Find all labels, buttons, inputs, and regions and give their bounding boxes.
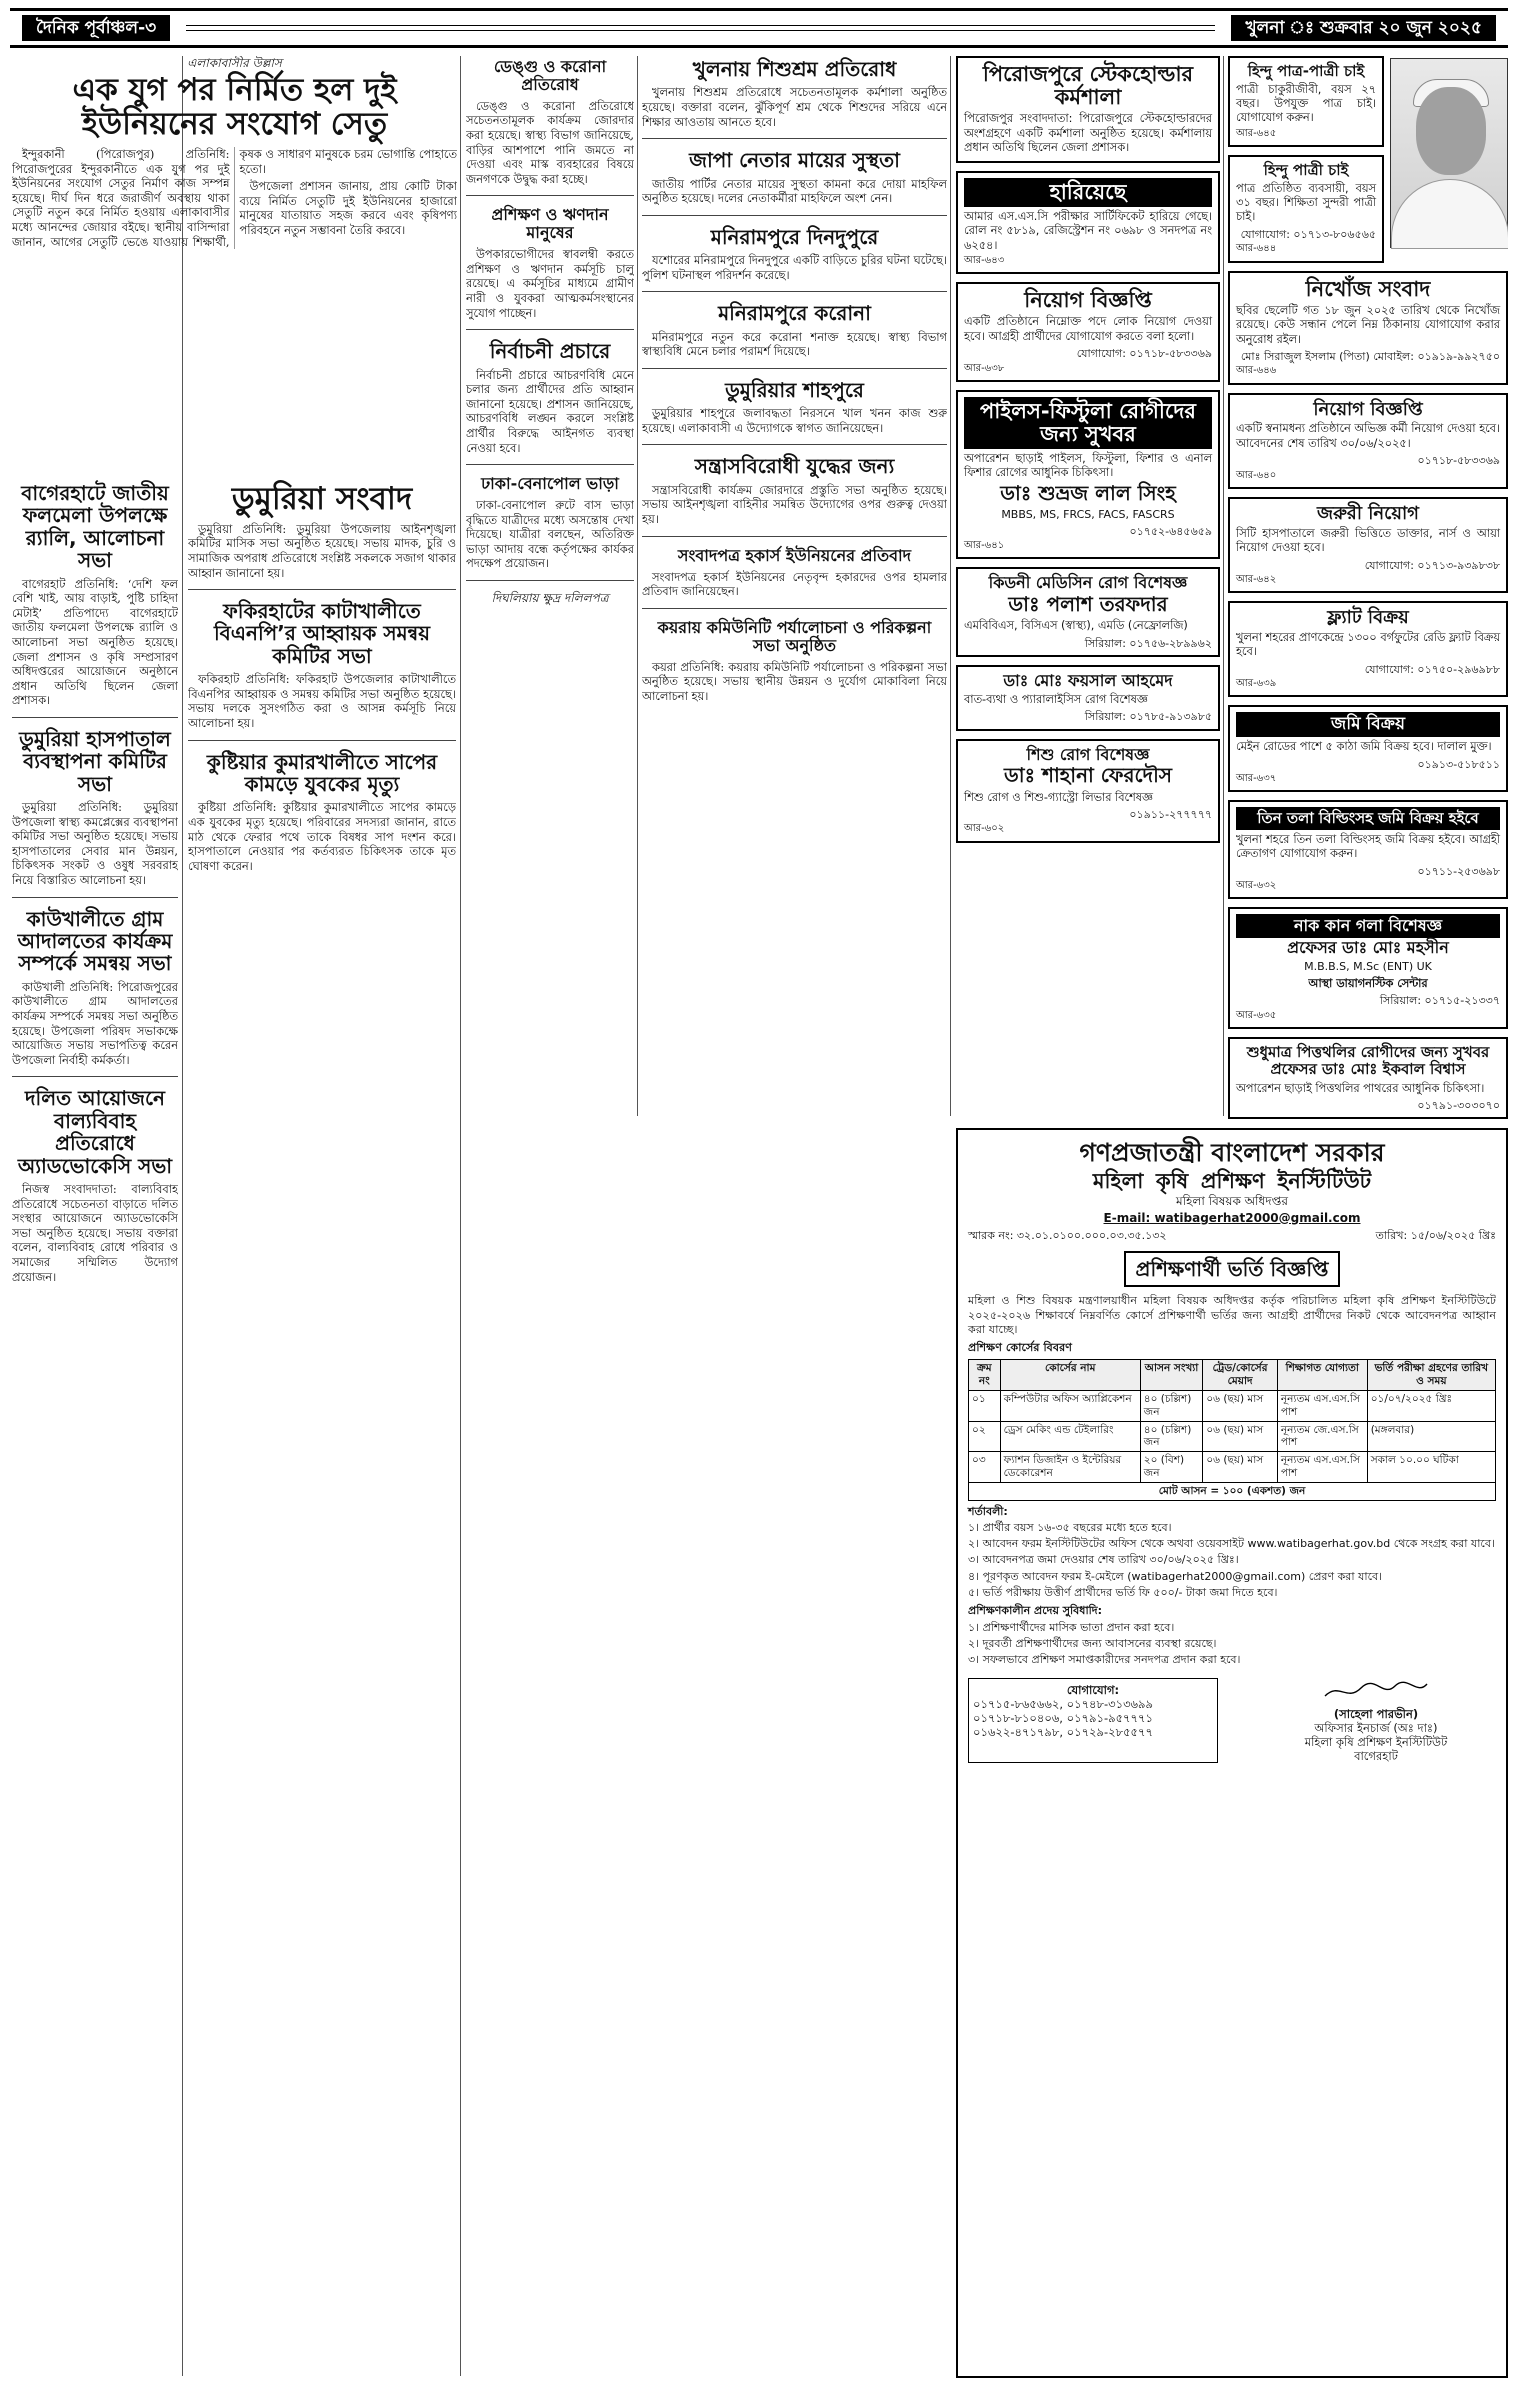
ad-title: নিয়োগ বিজ্ঞপ্তি [1313,398,1423,420]
contact-line: ০১৭১৮-৮১০৪০৬, ০১৭৯১-৯৫৭৭৭১ [973,1710,1153,1725]
ad-title: হিন্দু পাত্র-পাত্রী চাই [1247,62,1365,80]
story-headline: প্রশিক্ষণ ও ঋণদান মানুষের [491,205,609,243]
table-cell: সকাল ১০.০০ ঘটিকা [1367,1452,1495,1483]
story [642,547,947,609]
story-headline: মনিরামপুরে করোনা [718,301,871,326]
ad-contact: যোগাযোগ: ০১৭১৩-৮০৬৫৬৫ [1240,227,1376,241]
ads-column-6 [1228,56,1508,1121]
ad-text: আমার এস.এস.সি পরীক্ষার সার্টিফিকেট হারিয়ে গেছে। রোল নং ৫৮১৯, রেজিস্ট্রেশন নং ০৬৯৮ ও সনদপত্র নং ৬২৫৪। [964,209,1212,252]
paragraph: নির্বাচনী প্রচারে আচরণবিধি মেনে চলার জন্য প্রার্থীদের প্রতি আহ্বান জানানো হয়েছে। প্রশাসন জানিয়েছে, আচরণবিধি লঙ্ঘন করলে সংশ্লিষ্ট প্রার্থীর বিরুদ্ধে আইনগত ব্যবস্থা নেওয়া হবে। [466,367,634,455]
ad-contact: ০১৭৯১-৩০৩০৭০ [1417,1098,1500,1112]
ads-column-5 [956,56,1220,1121]
ad-box [1228,56,1384,147]
ad-number: আর-৬৪৪ [1236,243,1277,255]
ad-title: তিন তলা বিল্ডিংসহ জমি বিক্রয় হইবে [1236,807,1500,830]
ad-box [1228,705,1508,792]
doctor-name: প্রফেসর ডাঃ মোঃ ইকবাল বিশ্বাস [1270,1060,1466,1079]
doctor-name: প্রফেসর ডাঃ মোঃ মহসীন [1287,937,1449,957]
memo-number: স্মারক নং: ৩২.০১.০১০০.০০০.০৩.৩৫.১৩২ [968,1229,1167,1243]
table-cell: ২০ (বিশ) জন [1140,1452,1203,1483]
notice-headline-wrap [968,1247,1496,1291]
ad-title: শুধুমাত্র পিত্তথলির রোগীদের জন্য সুখবর [1246,1042,1490,1061]
signer-name: (সাহেলা পারভীন) [1333,1706,1419,1721]
ad-contact: যোগাযোগ: ০১৭১৮-৫৮৩৩৬৯ [1076,347,1212,361]
ad-contact: সিরিয়াল: ০১৭৮৫-৯১৩৯৮৫ [1084,710,1212,724]
ad-text: ছবির ছেলেটি গত ১৮ জুন ২০২৫ তারিখ থেকে নিখোঁজ রয়েছে। কেউ সন্ধান পেলে নিম্ন ঠিকানায় যোগাযোগ করার অনুরোধ রইল। [1236,303,1500,346]
ad-box [956,567,1220,657]
paragraph: ডেঙ্গু ও করোনা প্রতিরোধে সচেতনতামূলক কার্যক্রম জোরদার করা হয়েছে। স্বাস্থ্য বিভাগ জানিয়েছে, বাড়ির আশপাশে পানি জমতে না দেওয়া এবং মাস্ক ব্যবহারের বিষয়ে জনগণকে উদ্বুদ্ধ করা হচ্ছে। [466,98,634,186]
ad-box [956,171,1220,275]
story [188,482,456,590]
table-row [969,1452,1496,1483]
ad-contact: ০১৯১৩-৫১৮৫১১ [1417,757,1500,771]
ad-number: আর-৬৪১ [964,540,1005,552]
ad-title: পাইলস-ফিস্টুলা রোগীদের জন্য সুখবর [964,397,1212,449]
ad-text: শিশু রোগ ও শিশু-গ্যাস্ট্রো লিভার বিশেষজ্ঞ [964,790,1153,804]
ad-contact: সিরিয়াল: ০১৭১৫-২১৩৩৭ [1379,994,1500,1008]
ad-number: আর-৬০২ [964,823,1005,835]
ad-title: ফ্ল্যাট বিক্রয় [1327,607,1409,629]
paragraph: বাগেরহাট প্রতিনিধি: ‘দেশি ফল বেশি খাই, আয় বাড়াই, পুষ্টি চাহিদা মেটাই’ প্রতিপাদ্যে বাগেরহাটে জাতীয় ফলমেলা উপলক্ষে র‌্যালি ও আলোচনা সভা অনুষ্ঠিত হয়েছে। জেলা প্রশাসন ও কৃষি সম্প্রসারণ অধিদপ্তরের আয়োজনে অনুষ্ঠানে প্রধান অতিথি ছিলেন জেলা প্রশাসক। [12,576,178,708]
paragraph: জাতীয় পার্টির নেতার মায়ের সুস্থতা কামনা করে দোয়া মাহফিল অনুষ্ঠিত হয়েছে। দলের নেতাকর্মীরা মাহফিলে অংশ নেন। [642,176,947,206]
ad-box [1228,271,1508,385]
ad-text: পিরোজপুর সংবাদদাতা: পিরোজপুরে স্টেকহোল্ডারদের অংশগ্রহণে একটি কর্মশালা অনুষ্ঠিত হয়েছে। কর্মশালায় প্রধান অতিথি ছিলেন জেলা প্রশাসক। [964,112,1212,155]
story-headline: কয়রায় কমিউনিটি পর্যালোচনা ও পরিকল্পনা সভা অনুষ্ঠিত [657,617,932,655]
benefits-title: প্রশিক্ষণকালীন প্রদেয় সুবিধাদি: [968,1604,1102,1618]
notice-headline: প্রশিক্ষণার্থী ভর্তি বিজ্ঞপ্তি [1124,1251,1341,1287]
table-cell: কম্পিউটার অফিস অ্যাপ্লিকেশন [1000,1391,1140,1422]
ad-contact: ০১৭১১-২৫৩৬৯৮ [1417,864,1500,878]
table-cell: ফ্যাশন ডিজাইন ও ইন্টেরিয়র ডেকোরেশন [1000,1452,1140,1483]
table-header-row [969,1360,1496,1391]
paragraph: উপকারভোগীদের স্বাবলম্বী করতে প্রশিক্ষণ ও ঋণদান কর্মসূচি চালু রয়েছে। এ কর্মসূচির মাধ্যমে গ্রামীণ নারী ও যুবকরা আত্মকর্মসংস্থানের সুযোগ পাচ্ছেন। [466,247,634,320]
story [466,206,634,330]
ad-box [956,390,1220,559]
paragraph: সংবাদপত্র হকার্স ইউনিয়নের নেতৃবৃন্দ হকারদের ওপর হামলার প্রতিবাদ জানিয়েছেন। [642,569,947,599]
benefit-item: ২। দূরবর্তী প্রশিক্ষণার্থীদের জন্য আবাসনের ব্যবস্থা রয়েছে। [968,1636,1217,1650]
contact-line: ০১৭১৫-৮৬৫৬৬২, ০১৭৪৮-৩১৩৬৯৯ [973,1696,1153,1711]
condition-item: ১। প্রার্থীর বয়স ১৬-৩৫ বছরের মধ্যে হতে হবে। [968,1520,1172,1534]
ad-contact: মোঃ সিরাজুল ইসলাম (পিতা) মোবাইল: ০১৯১৯-৯৯২৭৫০ [1240,349,1500,363]
story [466,340,634,465]
ad-number: আর-৬৪৬ [1236,365,1277,377]
notice-title-government: গণপ্রজাতন্ত্রী বাংলাদেশ সরকার [1079,1138,1385,1167]
ad-number: আর-৬৪৩ [964,255,1005,266]
ad-box [956,282,1220,382]
ad-title: নিখোঁজ সংবাদ [1305,276,1431,301]
benefits-list [968,1604,1496,1667]
masthead-rule [186,25,1215,31]
paragraph: কয়রা প্রতিনিধি: কয়রায় কমিউনিটি পর্যালোচনা ও পরিকল্পনা সভা অনুষ্ঠিত হয়েছে। সভায় স্থানীয় উন্নয়ন ও দুর্যোগ মোকাবিলা নিয়ে আলোচনা হয়। [642,659,947,703]
ad-text: বাত-ব্যথা ও প্যারালাইসিস রোগ বিশেষজ্ঞ [964,692,1148,706]
ad-text: আস্থা ডায়াগনস্টিক সেন্টার [1308,976,1428,990]
table-header: আসন সংখ্যা [1140,1360,1203,1391]
paragraph: নিজস্ব সংবাদদাতা: বাল্যবিবাহ প্রতিরোধে সচেতনতা বাড়াতে দলিত সংস্থার আয়োজনে অ্যাডভোকেসি সভা অনুষ্ঠিত হয়েছে। সভায় বক্তারা বলেন, বাল্যবিবাহ রোধে পরিবার ও সমাজের সম্মিলিত উদ্যোগ প্রয়োজন। [12,1181,178,1284]
ad-contact: যোগাযোগ: ০১৭৫০-২৯৬৯৮৮ [1364,662,1500,676]
ad-text: অপারেশন ছাড়াই পাইলস, ফিস্টুলা, ফিশার ও এনাল ফিশার রোগের আধুনিক চিকিৎসা। [964,451,1212,480]
notice-email: E-mail: watibagerhat2000@gmail.com [1103,1210,1361,1225]
table-cell: ০৩ [969,1452,1001,1483]
ad-text: এমবিবিএস, বিসিএস (স্বাস্থ্য), এমডি (নেফ্রোলজি) [964,619,1188,633]
memo-line [968,1229,1496,1242]
story-headline: ফকিরহাটের কাটাখালীতে বিএনপি’র আহ্বায়ক সমন্বয় কমিটির সভা [213,599,431,668]
ad-number: আর-৬৩৭ [1236,772,1277,784]
lead-story [12,56,457,476]
ad-text: একটি প্রতিষ্ঠানে নিম্নোক্ত পদে লোক নিয়োগ দেওয়া হবে। আগ্রহী প্রার্থীদের যোগাযোগ করতে বলা হলো। [964,315,1212,343]
notice-title-directorate: মহিলা বিষয়ক অধিদপ্তর [1176,1194,1288,1209]
signer-title: অফিসার ইনচার্জ (অঃ দাঃ) [1314,1720,1438,1735]
table-header: ভর্তি পরীক্ষা গ্রহণের তারিখ ও সময় [1367,1360,1495,1391]
ad-text: পাত্রী চাকুরীজীবী, বয়স ২৭ বছর। উপযুক্ত পাত্র চাই। যোগাযোগ করুন। [1236,82,1376,125]
story [12,482,178,718]
table-cell: নূন্যতম এস.এস.সি পাশ [1277,1391,1367,1422]
story-headline: জাপা নেতার মায়ের সুস্থতা [689,148,900,173]
signature-scribble-icon [1321,1678,1431,1704]
table-caption: প্রশিক্ষণ কোর্সের বিবরণ [968,1340,1073,1354]
paragraph: সন্ত্রাসবিরোধী কার্যক্রম জোরদারে প্রস্তুতি সভা অনুষ্ঠিত হয়েছে। সভায় আইনশৃঙ্খলা বাহিনীর সমন্বিত উদ্যোগের ওপর গুরুত্ব দেওয়া হয়। [642,482,947,527]
story-headline: সন্ত্রাসবিরোধী যুদ্ধের জন্য [694,454,895,479]
paragraph: কুষ্টিয়া প্রতিনিধি: কুষ্টিয়ার কুমারখালীতে সাপের কামড়ে এক যুবকের মৃত্যু হয়েছে। পরিবারের সদস্যরা জানান, রাতে মাঠ থেকে ফেরার পথে তাকে বিষধর সাপ দংশন করে। হাসপাতালে নেওয়ার পর কর্তব্যরত চিকিৎসক তাকে মৃত ঘোষণা করেন। [188,800,456,873]
conditions-list [968,1505,1496,1601]
memo-date: তারিখ: ১৫/০৬/২০২৫ খ্রিঃ [1375,1229,1496,1243]
ad-number: আর-৬৩৫ [1236,1009,1277,1021]
ad-title: নিয়োগ বিজ্ঞপ্তি [1024,288,1152,313]
story [642,455,947,536]
benefit-item: ৩। সফলভাবে প্রশিক্ষণ সমাপ্তকারীদের সনদপত্র প্রদান করা হবে। [968,1653,1241,1667]
condition-item: ৩। আবেদনপত্র জমা দেওয়ার শেষ তারিখ ৩০/০৬/২০২৫ খ্রিঃ। [968,1553,1239,1567]
ad-title: কিডনী মেডিসিন রোগ বিশেষজ্ঞ [988,573,1188,593]
doctor-name: ডাঃ শুভ্রজ লাল সিংহ [1000,480,1176,505]
table-cell: ০৬ (ছয়) মাস [1203,1421,1278,1452]
doctor-degree: MBBS, MS, FRCS, FACS, FASCRS [1001,508,1175,522]
face-shape [1416,87,1486,175]
table-cell: ০৬ (ছয়) মাস [1203,1391,1278,1422]
story [642,302,947,369]
table-cell: নূন্যতম এস.এস.সি পাশ [1277,1452,1367,1483]
ad-text: পাত্র প্রতিষ্ঠিত ব্যবসায়ী, বয়স ৩১ বছর। শিক্ষিতা সুন্দরী পাত্রী চাই। [1236,181,1376,224]
paragraph: ঢাকা-বেনাপোল রুটে বাস ভাড়া বৃদ্ধিতে যাত্রীদের মধ্যে অসন্তোষ দেখা দিয়েছে। যাত্রীরা বলছেন, অতিরিক্ত ভাড়া আদায় বন্ধে কর্তৃপক্ষের কার্যকর পদক্ষেপ প্রয়োজন। [466,498,634,571]
story [12,908,178,1078]
ad-row [1228,56,1508,271]
ad-number: আর-৬৩৯ [1236,678,1277,690]
missing-person-photo [1390,58,1508,248]
ad-text: খুলনা শহরে তিন তলা বিল্ডিংসহ জমি বিক্রয় হইবে। আগ্রহী ক্রেতাগণ যোগাযোগ করুন। [1236,832,1500,861]
paragraph: ডুমুরিয়ার শাহপুরে জলাবদ্ধতা নিরসনে খাল খনন কাজ শুরু হয়েছে। এলাকাবাসী এ উদ্যোগকে স্বাগত জানিয়েছেন। [642,406,947,435]
ad-title: পিরোজপুরে স্টেকহোল্ডার কর্মশালা [982,62,1194,110]
condition-item: ৫। ভর্তি পরীক্ষায় উত্তীর্ণ প্রার্থীদের ভর্তি ফি ৫০০/- টাকা জমা দিতে হবে। [968,1586,1278,1600]
ad-box [1228,393,1508,489]
table-row [969,1391,1496,1422]
story-headline: ঢাকা-বেনাপোল ভাড়া [481,474,619,494]
column-1 [12,480,178,2375]
ad-box [1228,907,1508,1029]
condition-item: ৪। পূরণকৃত আবেদন ফরম ই-মেইলে (watibagerhat2000@gmail.com) প্রেরণ করা যাবে। [968,1569,1383,1583]
story [642,149,947,216]
story-headline: খুলনায় শিশুশ্রম প্রতিরোধ [692,57,897,81]
ad-title: হিন্দু পাত্রী চাই [1263,161,1349,180]
masthead [10,8,1508,48]
column-3 [466,56,634,2376]
ad-number: আর-৬৩৮ [964,362,1005,374]
story-headline: নির্বাচনী প্রচারে [489,339,611,364]
ad-box [956,739,1220,843]
ad-title: শিশু রোগ বিশেষজ্ঞ [1026,744,1150,764]
story [642,619,947,713]
paragraph: ডুমুরিয়া প্রতিনিধি: ডুমুরিয়া উপজেলায় আইনশৃঙ্খলা কমিটির মাসিক সভা অনুষ্ঠিত হয়েছে। সভায় মাদক, চুরি ও সামাজিক অপরাধ প্রতিরোধে সংশ্লিষ্ট সকলকে সজাগ থাকার আহ্বান জানানো হয়। [188,521,456,580]
column-rule [460,56,461,2376]
story-headline: মনিরামপুরে দিনদুপুরে [710,224,879,249]
ad-contact: যোগাযোগ: ০১৭১৩-৯৩৯৮৩৮ [1364,558,1500,572]
story-headline: ডুমুরিয়া হাসপাতাল ব্যবস্থাপনা কমিটির সভা [19,726,171,796]
paragraph: খুলনায় শিশুশ্রম প্রতিরোধে সচেতনতামূলক কর্মশালা অনুষ্ঠিত হয়েছে। বক্তারা বলেন, ঝুঁকিপূর্ণ শ্রম থেকে শিশুদের সরিয়ে এনে শিক্ষার আওতায় আনতে হবে। [642,85,947,129]
course-table [968,1359,1496,1500]
doctor-name: ডাঃ শাহানা ফেরদৌস [1004,763,1172,788]
table-row [969,1482,1496,1500]
ad-contact: ০১৯১১-২৭৭৭৭৭ [1129,808,1212,821]
ad-box [1228,1037,1508,1120]
table-header: ক্রম নং [969,1360,1001,1391]
story-headline: কুষ্টিয়ার কুমারখালীতে সাপের কামড়ে যুবকের মৃত্যু [206,749,438,797]
story-headline: কাউখালীতে গ্রাম আদালতের কার্যক্রম সম্পর্কে সমন্বয় সভা [17,906,173,976]
notice-intro: মহিলা ও শিশু বিষয়ক মন্ত্রণালয়াধীন মহিলা বিষয়ক অধিদপ্তর কর্তৃক পরিচালিত মহিলা কৃষি প্রশিক্ষণ ইনস্টিটিউটে ২০২৫-২০২৬ শিক্ষাবর্ষে নিম্নবর্ণিত কোর্সে প্রশিক্ষণার্থী ভর্তির জন্য আগ্রহী প্রার্থীদের নিকট থেকে আবেদনপত্র আহ্বান করা যাচ্ছে। [968,1294,1496,1337]
story [188,751,456,883]
story-headline: ডেঙ্গু ও করোনা প্রতিরোধ [493,57,607,94]
table-cell: ০২ [969,1421,1001,1452]
ad-text: একটি স্বনামধন্য প্রতিষ্ঠানে অভিজ্ঞ কর্মী নিয়োগ দেওয়া হবে। আবেদনের শেষ তারিখ ৩০/০৬/২০২৫। [1236,422,1500,450]
conditions-title: শর্তাবলী: [968,1504,1008,1518]
table-cell: (মঙ্গলবার) [1367,1421,1495,1452]
notice-title-institute: মহিলা কৃষি প্রশিক্ষণ ইনস্টিটিউট [1092,1168,1372,1193]
ad-number: আর-৬৪০ [1236,469,1277,481]
table-row [969,1421,1496,1452]
table-cell: ০১ [969,1391,1001,1422]
story [188,600,456,741]
story [642,226,947,293]
story [12,1087,178,1293]
byline: দিঘলিয়ায় ক্ষুদ্র দলিলপত্র [491,590,609,605]
story [642,58,947,139]
paragraph: ডুমুরিয়া প্রতিনিধি: ডুমুরিয়া উপজেলা স্বাস্থ্য কমপ্লেক্সের ব্যবস্থাপনা কমিটির সভা অনুষ্ঠিত হয়েছে। সভায় হাসপাতালের সেবার মান উন্নয়ন, চিকিৎসক সংকট ও ওষুধ সরবরাহ নিয়ে বিস্তারিত আলোচনা হয়। [12,800,178,888]
lead-headline: এক যুগ পর নির্মিত হল দুই ইউনিয়নের সংযোগ সেতু [72,71,397,143]
story [466,475,634,581]
story-headline: বাগেরহাটে জাতীয় ফলমেলা উপলক্ষে র‌্যালি, আলোচনা সভা [21,481,169,573]
paragraph: মনিরামপুরে নতুন করে করোনা শনাক্ত হয়েছে। স্বাস্থ্য বিভাগ স্বাস্থ্যবিধি মেনে চলার পরামর্শ দিয়েছে। [642,329,947,359]
doctor-degree: M.B.B.S, M.Sc (ENT) UK [1304,960,1432,974]
ad-number: আর-৬৪৫ [1236,127,1277,139]
table-header: ট্রেড/কোর্সের মেয়াদ [1203,1360,1278,1391]
ad-box [956,56,1220,163]
ad-stack [1228,56,1384,271]
condition-item: ২। আবেদন ফরম ইনস্টিটিউটের অফিস থেকে অথবা ওয়েবসাইট www.watibagerhat.gov.bd থেকে সংগ্রহ করা যাবে। [968,1537,1495,1551]
notice-footer [968,1678,1496,1763]
paper-name: দৈনিক পূর্বাঞ্চল-৩ [22,15,170,42]
contact-line: ০১৬২২-৪৭১৭৯৮, ০১৭২৯-২৮৫৫৭৭ [973,1724,1153,1739]
dateline: খুলনা ঃ শুক্রবার ২০ জুন ২০২৫ [1231,15,1496,42]
paragraph: ফকিরহাট প্রতিনিধি: ফকিরহাট উপজেলার কাটাখালীতে বিএনপির আহ্বায়ক ও সমন্বয় কমিটির সভা অনুষ্ঠিত হয়েছে। সভায় দলকে সুসংগঠিত করা ও আসন্ন কর্মসূচি নিয়ে আলোচনা হয়। [188,672,456,731]
lead-kicker: এলাকাবাসীর উল্লাস [187,56,282,70]
ad-title: ডাঃ মোঃ ফয়সাল আহমেদ [1003,671,1173,691]
story [642,379,947,446]
column-2 [188,480,456,2375]
lead-body [12,147,457,249]
contact-box [968,1678,1218,1763]
paragraph: ইন্দুরকানী (পিরোজপুর) প্রতিনিধি: পিরোজপুরের ইন্দুরকানীতে এক যুগ পর দুই ইউনিয়নের সংযোগ সেতুর নির্মাণ কাজ সম্পন্ন হয়েছে। দীর্ঘ দিন ধরে জরাজীর্ণ অবস্থায় থাকা সেতুটি নতুন করে নির্মিত হওয়ায় এলাকাবাসীর মধ্যে আনন্দের জোয়ার বইছে। স্থানীয় বাসিন্দারা জানান, আগের সেতুটি ভেঙে যাওয়ায় শিক্ষার্থী, কৃষক ও সাধারণ মানুষকে চরম ভোগান্তি পোহাতে হতো। [12,147,457,249]
signer-institute: মহিলা কৃষি প্রশিক্ষণ ইনস্টিটিউট [1304,1734,1448,1749]
table-cell: ০৬ (ছয়) মাস [1203,1452,1278,1483]
ad-text: মেইন রোডের পাশে ৫ কাঠা জমি বিক্রয় হবে। দালাল মুক্ত। [1236,740,1492,754]
story-headline: দলিত আয়োজনে বাল্যবিবাহ প্রতিরোধে অ্যাডভোকেসি সভা [17,1086,173,1178]
paragraph: কাউখালী প্রতিনিধি: পিরোজপুরের কাউখালীতে গ্রাম আদালতের কার্যক্রম সম্পর্কে সমন্বয় সভা অনুষ্ঠিত হয়েছে। উপজেলা পরিষদ সভাকক্ষে আয়োজিত সভায় সভাপতিত্ব করেন উপজেলা নির্বাহী কর্মকর্তা। [12,979,178,1067]
column-rule [950,56,951,1116]
story [466,58,634,196]
column-4 [642,56,947,2376]
ad-box [1228,155,1384,262]
story-headline: ডুমুরিয়ার শাহপুরে [725,377,864,402]
table-cell: ৪০ (চল্লিশ) জন [1140,1421,1203,1452]
ad-title: জরুরী নিয়োগ [1317,502,1419,524]
story-headline: সংবাদপত্র হকার্স ইউনিয়নের প্রতিবাদ [677,545,912,565]
ad-text: খুলনা শহরের প্রাণকেন্দ্রে ১৩০০ বর্গফুটের রেডি ফ্ল্যাট বিক্রয় হবে। [1236,630,1500,659]
table-cell: ড্রেস মেকিং এন্ড টেইলারিং [1000,1421,1140,1452]
table-header: শিক্ষাগত যোগ্যতা [1277,1360,1367,1391]
ad-number: আর-৬৩২ [1236,879,1277,891]
ad-box [1228,601,1508,697]
story-headline: ডুমুরিয়া সংবাদ [231,481,413,517]
paragraph: উপজেলা প্রশাসন জানায়, প্রায় কোটি টাকা ব্যয়ে নির্মিত সেতুটি দুই ইউনিয়নের হাজারো মানুষের যাতায়াত সহজ করবে এবং কৃষিপণ্য পরিবহনে নতুন সম্ভাবনা তৈরি করবে। [239,179,457,238]
contact-title: যোগাযোগ: [1066,1682,1120,1697]
benefit-item: ১। প্রশিক্ষণার্থীদের মাসিক ভাতা প্রদান করা হবে। [968,1620,1175,1634]
table-total: মোট আসন = ১০০ (একশত) জন [969,1482,1496,1500]
doctor-name: ডাঃ পলাশ তরফদার [1008,591,1168,616]
ad-contact: সিরিয়াল: ০১৭৫৬-২৮৯৯৬২ [1084,636,1212,650]
ad-title: হারিয়েছে [964,178,1212,207]
column-rule [637,56,638,1116]
ad-number: আর-৬৪২ [1236,573,1277,585]
ad-text: অপারেশন ছাড়াই পিত্তথলির পাথরের আধুনিক চিকিৎসা। [1236,1081,1485,1095]
signer-place: বাগেরহাট [1354,1748,1398,1763]
ad-contact: ০১৭৫২-৬৪৫৬৫৯ [1129,524,1212,538]
ad-text: সিটি হাসপাতালে জরুরী ভিত্তিতে ডাক্তার, নার্স ও আয়া নিয়োগ দেওয়া হবে। [1236,526,1500,555]
government-notice [956,1128,1508,2378]
paragraph: যশোরের মনিরামপুরে দিনদুপুরে একটি বাড়িতে চুরির ঘটনা ঘটেছে। পুলিশ ঘটনাস্থল পরিদর্শন করেছে। [642,253,947,282]
ad-contact: ০১৭১৮-৫৮৩৩৬৯ [1417,454,1500,468]
ad-title: জমি বিক্রয় [1236,712,1500,737]
column-rule [1223,56,1224,1116]
ad-box [1228,497,1508,593]
ad-box [956,665,1220,730]
table-cell: ০১/০৭/২০২৫ খ্রিঃ [1367,1391,1495,1422]
table-cell: নূন্যতম জে.এস.সি পাশ [1277,1421,1367,1452]
story [12,728,178,898]
signature-block [1256,1678,1496,1763]
ad-title: নাক কান গলা বিশেষজ্ঞ [1236,914,1500,938]
table-header: কোর্সের নাম [1000,1360,1140,1391]
table-cell: ৪০ (চল্লিশ) জন [1140,1391,1203,1422]
shirt-shape [1391,179,1508,249]
ad-box [1228,800,1508,899]
